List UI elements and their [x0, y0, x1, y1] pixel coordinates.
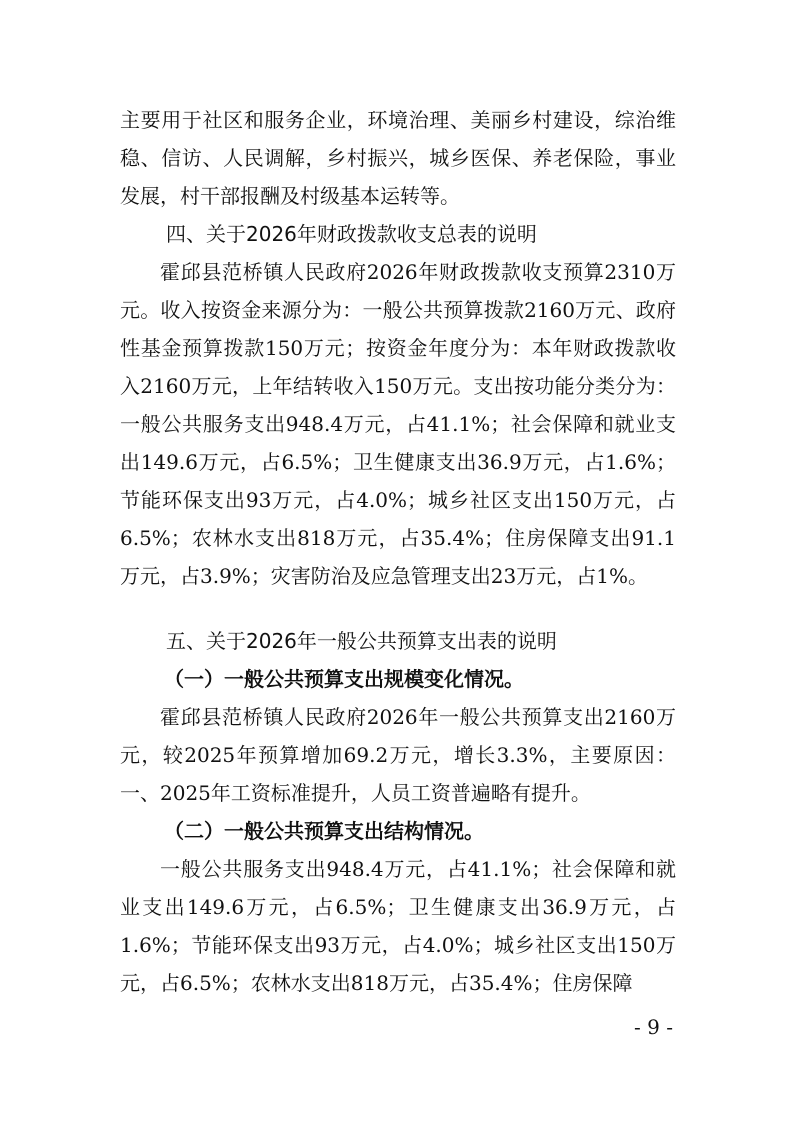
subsection-1-heading: （一）一般公共预算支出规模变化情况。 — [164, 667, 524, 691]
section-4-paragraph: 霍邱县范桥镇人民政府2026年财政拨款收支预算2310万元。收入按资金来源分为：一般公共预算拨款2160万元、政府性基金预算拨款150万元；按资金年度分为：本年财政拨款收入2160万元，上年结转收入150万元。支出按功能分类分为：一般公共服务支出948.4万元，占41.1%；社会保障和就业支出149.6万元，占6.5%；卫生健康支出36.9万元，占1.6%；节能环保支出93万元，占4.0%；城乡社区支出150万元，占6.5%；农林水支出818万元，占35.4%；住房保障支出91.1万元，占3.9%；灾害防治及应急管理支出23万元，占1%。 — [120, 260, 676, 588]
subsection-1-paragraph: 霍邱县范桥镇人民政府2026年一般公共预算支出2160万元，较2025年预算增加69.2万元，增长3.3%，主要原因：一、2025年工资标准提升，人员工资普遍略有提升。 — [120, 705, 676, 805]
section-4-heading: 四、关于2026年财政拨款收支总表的说明 — [166, 222, 537, 246]
subsection-2-heading: （二）一般公共预算支出结构情况。 — [164, 819, 484, 843]
subsection-2-paragraph: 一般公共服务支出948.4万元，占41.1%；社会保障和就业支出149.6万元，占6.5%；卫生健康支出36.9万元，占1.6%；节能环保支出93万元，占4.0%；城乡社区支出150万元，占6.5%；农林水支出818万元，占35.4%；住房保障 — [120, 857, 676, 995]
continuation-paragraph: 主要用于社区和服务企业，环境治理、美丽乡村建设，综治维稳、信访、人民调解，乡村振兴，城乡医保、养老保险，事业发展，村干部报酬及村级基本运转等。 — [120, 108, 676, 208]
section-5-heading: 五、关于2026年一般公共预算支出表的说明 — [166, 629, 557, 653]
page-number: - 9 - — [634, 1015, 673, 1039]
